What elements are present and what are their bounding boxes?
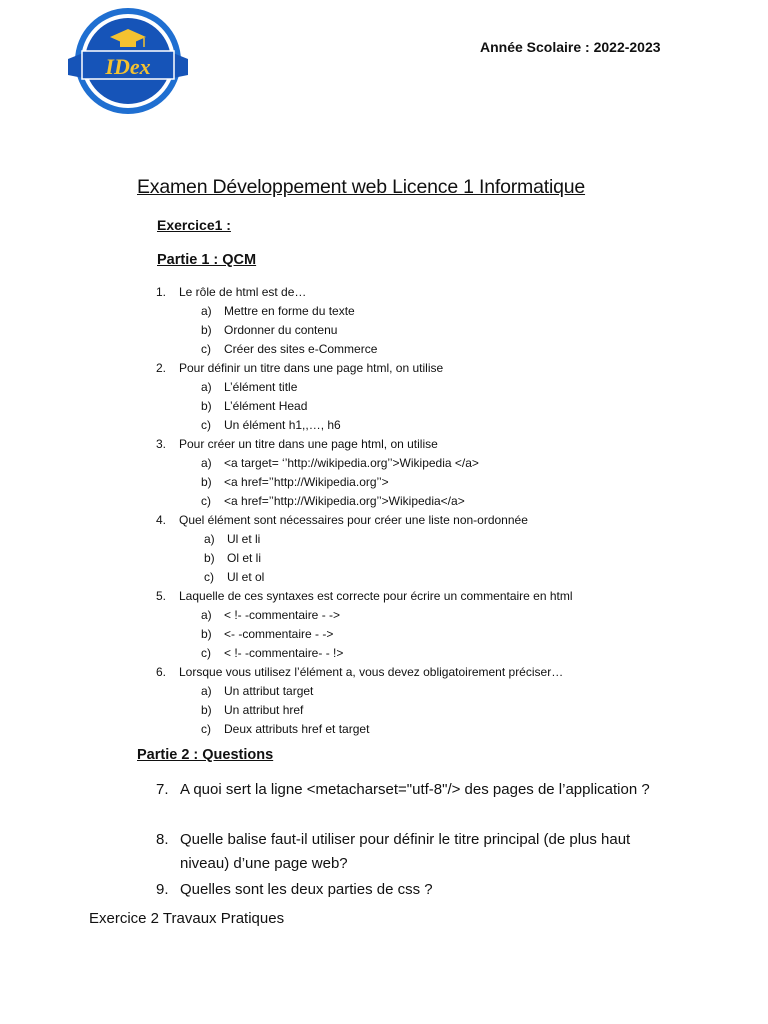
option-letter: c)	[204, 570, 214, 584]
part1-heading: Partie 1 : QCM	[157, 252, 257, 268]
qcm-question	[0, 511, 768, 530]
option-letter: a)	[201, 608, 212, 622]
option-text: <a href=’’http://Wikipedia.org’’>	[224, 475, 389, 489]
question-text: Quelles sont les deux parties de css ?	[180, 881, 433, 898]
question-text: Pour créer un titre dans une page html, on utilise	[179, 437, 438, 451]
question-number: 2.	[156, 361, 167, 375]
open-question	[0, 878, 768, 902]
option-letter: a)	[201, 380, 212, 394]
qcm-option	[0, 473, 768, 492]
part2-heading: Partie 2 : Questions	[137, 747, 274, 763]
option-letter: b)	[201, 703, 212, 717]
qcm-option	[0, 625, 768, 644]
option-text: <a href=’’http://Wikipedia.org’’>Wikipedia</a>	[224, 494, 465, 508]
qcm-question	[0, 283, 768, 302]
option-text: L’élément title	[224, 380, 298, 394]
qcm-option	[0, 606, 768, 625]
option-letter: c)	[201, 646, 211, 660]
qcm-option	[0, 549, 768, 568]
exercise1-heading: Exercice1 :	[157, 217, 231, 233]
question-number: 3.	[156, 437, 167, 451]
option-text: Un attribut href	[224, 703, 304, 717]
option-letter: c)	[201, 342, 211, 356]
option-letter: a)	[201, 456, 212, 470]
qcm-question	[0, 663, 768, 682]
question-text: Quelle balise faut-il utiliser pour définir le titre principal (de plus haut niveau) d’une page web?	[180, 831, 631, 872]
qcm-question	[0, 359, 768, 378]
question-text: Le rôle de html est de…	[179, 285, 307, 299]
questions-list	[0, 778, 768, 902]
qcm-option	[0, 416, 768, 435]
question-text: Quel élément sont nécessaires pour créer une liste non-ordonnée	[179, 513, 528, 527]
option-text: < !- -commentaire - ->	[224, 608, 341, 622]
question-text: Lorsque vous utilisez l’élément a, vous devez obligatoirement préciser…	[179, 665, 564, 679]
exam-title: Examen Développement web Licence 1 Informatique	[137, 176, 586, 198]
option-letter: c)	[201, 494, 211, 508]
qcm-option	[0, 682, 768, 701]
option-letter: c)	[201, 722, 211, 736]
question-number: 5.	[156, 589, 167, 603]
option-letter: a)	[201, 304, 212, 318]
qcm-option	[0, 568, 768, 587]
option-text: Ul et ol	[227, 570, 265, 584]
option-letter: b)	[204, 551, 215, 565]
option-text: Un attribut target	[224, 684, 314, 698]
option-text: <a target= ‘’http://wikipedia.org’’>Wikipedia </a>	[224, 456, 479, 470]
option-letter: a)	[201, 684, 212, 698]
question-number: 6.	[156, 665, 167, 679]
question-number: 7.	[156, 781, 169, 798]
question-number: 9.	[156, 881, 169, 898]
school-year: Année Scolaire : 2022-2023	[480, 39, 661, 55]
question-text: Pour définir un titre dans une page html, on utilise	[179, 361, 444, 375]
option-letter: b)	[201, 399, 212, 413]
option-text: Ordonner du contenu	[224, 323, 338, 337]
qcm-option	[0, 720, 768, 739]
qcm-option	[0, 492, 768, 511]
option-text: < !- -commentaire- - !>	[224, 646, 344, 660]
qcm-option	[0, 321, 768, 340]
qcm-option	[0, 530, 768, 549]
qcm-question	[0, 435, 768, 454]
open-question	[0, 828, 768, 876]
question-text: Laquelle de ces syntaxes est correcte pour écrire un commentaire en html	[179, 589, 573, 603]
question-number: 4.	[156, 513, 167, 527]
idex-logo	[64, 5, 192, 117]
option-text: L’élément Head	[224, 399, 308, 413]
qcm-option	[0, 397, 768, 416]
qcm-list	[0, 283, 768, 739]
option-letter: a)	[204, 532, 215, 546]
option-text: Créer des sites e-Commerce	[224, 342, 378, 356]
qcm-option	[0, 454, 768, 473]
qcm-question	[0, 587, 768, 606]
option-letter: c)	[201, 418, 211, 432]
question-number: 1.	[156, 285, 167, 299]
open-question	[0, 778, 768, 826]
option-text: Ul et li	[227, 532, 261, 546]
option-text: Mettre en forme du texte	[224, 304, 355, 318]
option-letter: b)	[201, 323, 212, 337]
option-text: <- -commentaire - ->	[224, 627, 334, 641]
qcm-option	[0, 644, 768, 663]
logo-text: IDex	[105, 54, 151, 79]
option-text: Ol et li	[227, 551, 262, 565]
option-text: Un élément h1,,…, h6	[224, 418, 341, 432]
qcm-option	[0, 302, 768, 321]
qcm-option	[0, 340, 768, 359]
qcm-option	[0, 378, 768, 397]
option-text: Deux attributs href et target	[224, 722, 370, 736]
option-letter: b)	[201, 627, 212, 641]
question-text: A quoi sert la ligne <metacharset="utf-8"/> des pages de l’application ?	[180, 781, 650, 798]
question-number: 8.	[156, 831, 169, 848]
option-letter: b)	[201, 475, 212, 489]
qcm-option	[0, 701, 768, 720]
exercise2-heading: Exercice 2 Travaux Pratiques	[89, 910, 285, 927]
